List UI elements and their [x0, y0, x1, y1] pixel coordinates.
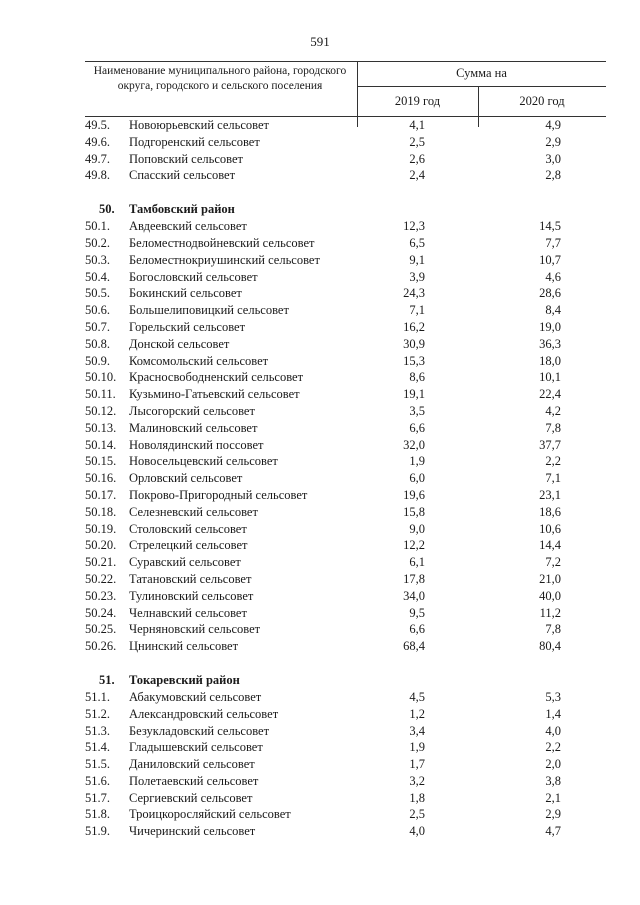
settlement-name: Полетаевский сельсовет: [129, 773, 259, 788]
value-2019: 12,3: [403, 219, 425, 234]
table-row: [85, 285, 606, 302]
settlement-name: Тулиновский сельсовет: [129, 588, 254, 603]
row-number: 50.9.: [85, 353, 110, 368]
row-number: 51.9.: [85, 824, 110, 839]
table-row: [85, 167, 606, 184]
value-2020: 2,8: [545, 168, 561, 183]
value-2019: 16,2: [403, 319, 425, 334]
table-row: [85, 386, 606, 403]
table-row: [85, 218, 606, 235]
settlement-name: Черняновский сельсовет: [129, 622, 261, 637]
settlement-name: Орловский сельсовет: [129, 471, 243, 486]
table-row: [85, 621, 606, 638]
settlement-name: Троицкоросляйский сельсовет: [129, 807, 291, 822]
value-2020: 2,0: [545, 757, 561, 772]
table-row: [85, 151, 606, 168]
row-number: 50.6.: [85, 303, 110, 318]
value-2020: 2,9: [545, 134, 561, 149]
value-2020: 7,8: [545, 420, 561, 435]
value-2020: 10,7: [539, 252, 561, 267]
value-2020: 10,6: [539, 521, 561, 536]
table-row: [85, 403, 606, 420]
row-number: 50.8.: [85, 336, 110, 351]
header-year-2019: 2019 год: [394, 94, 441, 108]
value-2020: 14,5: [539, 219, 561, 234]
settlement-name: Большелиповицкий сельсовет: [129, 303, 289, 318]
value-2019: 1,8: [409, 790, 425, 805]
table-row: [85, 706, 606, 723]
row-number: 50.24.: [85, 605, 117, 620]
row-number: 50.3.: [85, 252, 110, 267]
value-2019: 2,5: [409, 134, 425, 149]
settlement-name: Беломестнодвойневский сельсовет: [129, 235, 315, 250]
row-number: 50.20.: [85, 538, 117, 553]
table-row: [85, 420, 606, 437]
settlement-name: Даниловский сельсовет: [129, 757, 255, 772]
value-2019: 2,4: [409, 168, 425, 183]
settlement-name: Поповский сельсовет: [129, 151, 243, 166]
value-2019: 2,5: [409, 807, 425, 822]
settlement-name: Спасский сельсовет: [129, 168, 236, 183]
table-row: [85, 723, 606, 740]
settlement-name: Покрово-Пригородный сельсовет: [129, 487, 308, 502]
row-number: 51.5.: [85, 757, 110, 772]
value-2020: 14,4: [539, 538, 561, 553]
value-2020: 23,1: [539, 487, 561, 502]
value-2020: 3,8: [545, 773, 561, 788]
value-2019: 6,6: [409, 420, 425, 435]
row-number: 50.23.: [85, 588, 117, 603]
value-2019: 6,5: [409, 235, 425, 250]
value-2020: 1,4: [545, 706, 561, 721]
row-number: 50.5.: [85, 286, 110, 301]
header-sum-column: Сумма на: [456, 66, 507, 80]
value-2020: 18,0: [539, 353, 561, 368]
value-2019: 8,6: [409, 370, 425, 385]
table-row: [85, 117, 606, 134]
row-number: 51.8.: [85, 807, 110, 822]
value-2019: 6,0: [409, 471, 425, 486]
value-2020: 2,2: [545, 740, 561, 755]
table-row: [85, 588, 606, 605]
group-51-rows: [85, 689, 606, 840]
value-2020: 2,9: [545, 807, 561, 822]
row-number: 50.10.: [85, 370, 117, 385]
value-2020: 7,8: [545, 622, 561, 637]
header-year-2020: 2020 год: [519, 94, 565, 108]
settlement-name: Горельский сельсовет: [129, 319, 246, 334]
table-header: [85, 61, 606, 117]
value-2019: 4,1: [409, 118, 425, 132]
value-2019: 6,6: [409, 622, 425, 637]
value-2020: 2,1: [545, 790, 561, 805]
settlement-name: Челнавский сельсовет: [129, 605, 247, 620]
table-row: [85, 453, 606, 470]
settlement-name: Новоюрьевский сельсовет: [129, 118, 269, 132]
district-heading: [85, 672, 606, 689]
value-2020: 10,1: [539, 370, 561, 385]
value-2019: 4,5: [409, 689, 425, 704]
settlement-name: Сергиевский сельсовет: [129, 790, 253, 805]
page-number: 591: [310, 34, 330, 49]
settlement-name: Новолядинский поссовет: [129, 437, 264, 452]
value-2019: 1,2: [409, 706, 425, 721]
budget-table: [85, 61, 606, 840]
row-number: 50.12.: [85, 403, 117, 418]
value-2020: 37,7: [539, 437, 561, 452]
settlement-name: Селезневский сельсовет: [129, 504, 258, 519]
table-row: [85, 353, 606, 370]
table-row: [85, 689, 606, 706]
value-2019: 9,0: [409, 521, 425, 536]
row-number: 50.7.: [85, 319, 110, 334]
value-2020: 4,2: [545, 403, 561, 418]
table-row: [85, 319, 606, 336]
row-number: 51.2.: [85, 706, 110, 721]
row-number: 50.17.: [85, 487, 117, 502]
header-rule: [357, 86, 606, 87]
row-number: 50.19.: [85, 521, 117, 536]
value-2019: 1,9: [409, 454, 425, 469]
row-number: 51.6.: [85, 773, 110, 788]
table-row: [85, 605, 606, 622]
row-number: 50.1.: [85, 219, 110, 234]
table-row: [85, 790, 606, 807]
table-row: [85, 739, 606, 756]
table-row: [85, 336, 606, 353]
value-2019: 32,0: [403, 437, 425, 452]
settlement-name: Богословский сельсовет: [129, 269, 258, 284]
row-number: 51.4.: [85, 740, 110, 755]
value-2019: 2,6: [409, 151, 425, 166]
settlement-name: Стрелецкий сельсовет: [129, 538, 248, 553]
table-row: [85, 823, 606, 840]
settlement-name: Абакумовский сельсовет: [129, 689, 262, 704]
value-2019: 12,2: [403, 538, 425, 553]
table-row: [85, 756, 606, 773]
value-2020: 8,4: [545, 303, 561, 318]
value-2020: 28,6: [539, 286, 561, 301]
settlement-name: Гладышевский сельсовет: [129, 740, 263, 755]
row-number: 50.22.: [85, 571, 117, 586]
value-2020: 5,3: [545, 689, 561, 704]
row-number: 51.1.: [85, 689, 110, 704]
value-2020: 7,7: [545, 235, 561, 250]
value-2019: 3,5: [409, 403, 425, 418]
table-row: [85, 134, 606, 151]
value-2019: 17,8: [403, 571, 425, 586]
value-2020: 3,0: [545, 151, 561, 166]
table-row: [85, 504, 606, 521]
value-2020: 21,0: [539, 571, 561, 586]
table-row: [85, 773, 606, 790]
district-heading: [85, 201, 606, 218]
table-row: [85, 235, 606, 252]
row-number: 50.26.: [85, 639, 117, 654]
settlement-name: Лысогорский сельсовет: [129, 403, 255, 418]
value-2019: 4,0: [409, 824, 425, 839]
settlement-name: Комсомольский сельсовет: [129, 353, 269, 368]
value-2019: 15,3: [403, 353, 425, 368]
settlement-name: Безукладовский сельсовет: [129, 723, 270, 738]
settlement-name: Татановский сельсовет: [129, 571, 252, 586]
table-row: [85, 470, 606, 487]
settlement-name: Новосельцевский сельсовет: [129, 454, 278, 469]
value-2019: 15,8: [403, 504, 425, 519]
settlement-name: Кузьмино-Гатьевский сельсовет: [129, 387, 300, 402]
value-2019: 7,1: [409, 303, 425, 318]
row-number: 49.5.: [85, 118, 110, 132]
table-row: [85, 571, 606, 588]
value-2020: 7,1: [545, 471, 561, 486]
settlement-name: Донской сельсовет: [129, 336, 230, 351]
settlement-name: Суравский сельсовет: [129, 555, 241, 570]
header-name-column: Наименование муниципального района, городского округа, городского и сельского поселения: [93, 65, 347, 92]
row-number: 50.13.: [85, 420, 117, 435]
value-2019: 9,5: [409, 605, 425, 620]
value-2019: 3,2: [409, 773, 425, 788]
row-number: 50.4.: [85, 269, 110, 284]
row-number: 50.11.: [85, 387, 116, 402]
group-49-rows: [85, 117, 606, 184]
value-2019: 1,9: [409, 740, 425, 755]
table-row: [85, 537, 606, 554]
group-50-rows: [85, 218, 606, 655]
settlement-name: Авдеевский сельсовет: [129, 219, 247, 234]
value-2020: 18,6: [539, 504, 561, 519]
value-2019: 19,1: [403, 387, 425, 402]
value-2020: 4,0: [545, 723, 561, 738]
table-row: [85, 437, 606, 454]
settlement-name: Малиновский сельсовет: [129, 420, 258, 435]
value-2020: 22,4: [539, 387, 561, 402]
value-2020: 4,9: [545, 118, 561, 132]
row-number: 51.3.: [85, 723, 110, 738]
spacer: [85, 655, 606, 672]
row-number: 49.8.: [85, 168, 110, 183]
district-name: Тамбовский район: [129, 202, 235, 217]
value-2019: 68,4: [403, 639, 425, 654]
district-number: 51.: [99, 672, 115, 687]
settlement-name: Цнинский сельсовет: [129, 639, 239, 654]
district-name: Токаревский район: [129, 672, 240, 687]
district-number: 50.: [99, 202, 115, 217]
table-row: [85, 269, 606, 286]
row-number: 49.6.: [85, 134, 110, 149]
table-row: [85, 638, 606, 655]
row-number: 50.21.: [85, 555, 117, 570]
value-2019: 19,6: [403, 487, 425, 502]
table-row: [85, 252, 606, 269]
row-number: 50.18.: [85, 504, 117, 519]
table-row: [85, 806, 606, 823]
settlement-name: Бокинский сельсовет: [129, 286, 242, 301]
row-number: 50.2.: [85, 235, 110, 250]
value-2019: 30,9: [403, 336, 425, 351]
row-number: 50.15.: [85, 454, 117, 469]
value-2019: 24,3: [403, 286, 425, 301]
value-2019: 9,1: [409, 252, 425, 267]
row-number: 50.16.: [85, 471, 117, 486]
value-2020: 40,0: [539, 588, 561, 603]
row-number: 50.25.: [85, 622, 117, 637]
value-2020: 2,2: [545, 454, 561, 469]
row-number: 49.7.: [85, 151, 110, 166]
settlement-name: Столовский сельсовет: [129, 521, 247, 536]
value-2020: 4,7: [545, 824, 561, 839]
table-row: [85, 521, 606, 538]
value-2019: 6,1: [409, 555, 425, 570]
value-2020: 19,0: [539, 319, 561, 334]
table-row: [85, 369, 606, 386]
value-2020: 36,3: [539, 336, 561, 351]
value-2020: 11,2: [539, 605, 561, 620]
settlement-name: Чичеринский сельсовет: [129, 824, 256, 839]
settlement-name: Александровский сельсовет: [129, 706, 279, 721]
value-2020: 80,4: [539, 639, 561, 654]
value-2019: 3,9: [409, 269, 425, 284]
settlement-name: Беломестнокриушинский сельсовет: [129, 252, 320, 267]
value-2019: 34,0: [403, 588, 425, 603]
row-number: 50.14.: [85, 437, 117, 452]
table-row: [85, 302, 606, 319]
value-2020: 4,6: [545, 269, 561, 284]
table-row: [85, 554, 606, 571]
value-2019: 3,4: [409, 723, 425, 738]
row-number: 51.7.: [85, 790, 110, 805]
settlement-name: Красносвободненский сельсовет: [129, 370, 304, 385]
value-2019: 1,7: [409, 757, 425, 772]
table-row: [85, 487, 606, 504]
spacer: [85, 184, 606, 201]
value-2020: 7,2: [545, 555, 561, 570]
settlement-name: Подгоренский сельсовет: [129, 134, 260, 149]
